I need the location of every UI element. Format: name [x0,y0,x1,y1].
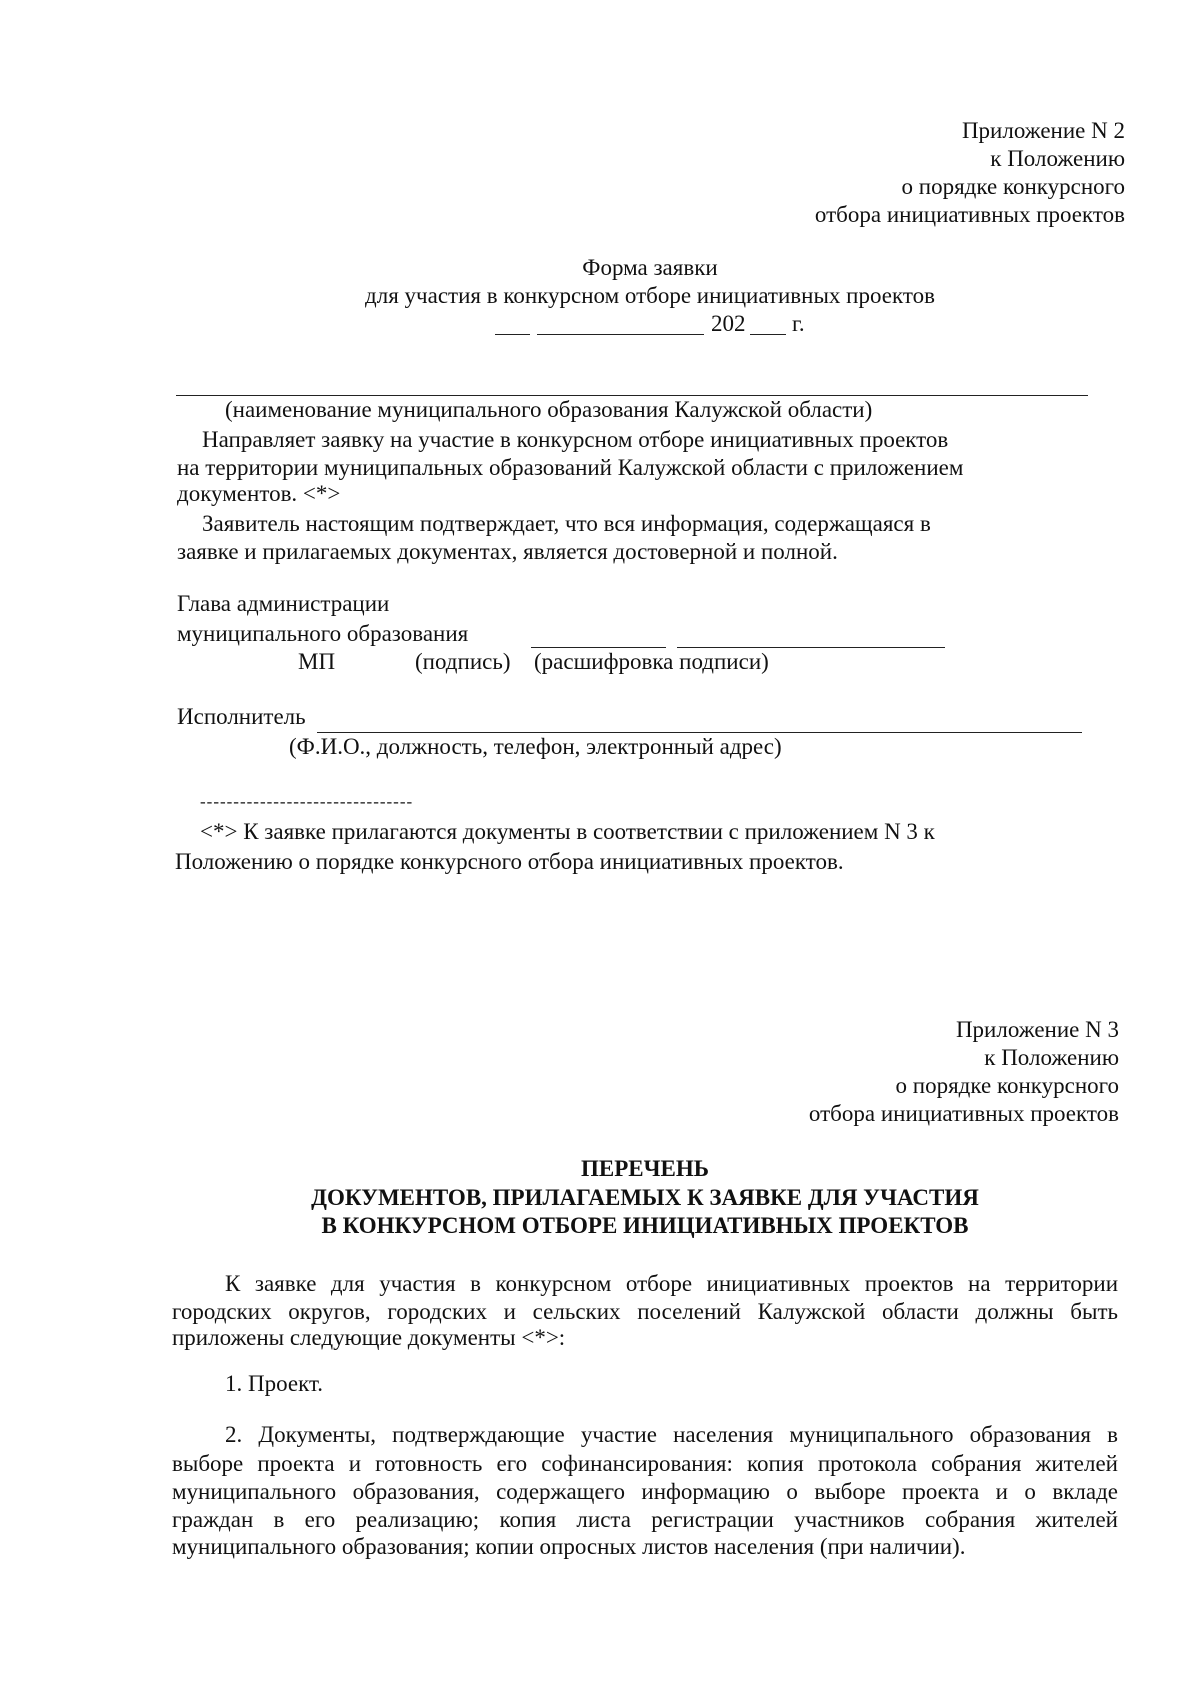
list-item-2-line: муниципального образования, содержащего информацию о выборе проекта и о вкладе [172,1479,1118,1504]
head-title-line: муниципального образования [177,621,469,646]
appendix3-line: к Положению [984,1045,1119,1070]
appendix3-line: отбора инициативных проектов [808,1101,1119,1126]
appendix2-line: отбора инициативных проектов [814,202,1125,227]
para2-line: Заявитель настоящим подтверждает, что вся информация, содержащаяся в [202,511,931,536]
intro-line: приложены следующие документы <*>: [172,1325,566,1350]
list-item-2-line: граждан в его реализацию; копия листа регистрации участников собрания жителей [172,1507,1118,1532]
appendix2-line: о порядке конкурсного [901,174,1125,199]
date-month-blank [537,334,704,335]
signature-caption: (подпись) [415,649,511,674]
date-day-blank [495,334,530,335]
footnote-line: Положению о порядке конкурсного отбора инициативных проектов. [175,849,844,874]
form-title: Форма заявки [582,255,718,280]
executor-caption: (Ф.И.О., должность, телефон, электронный адрес) [289,734,782,759]
footnote-separator: -------------------------------- [200,792,414,811]
list-heading: ПЕРЕЧЕНЬ [581,1156,709,1181]
footnote-line: <*> К заявке прилагаются документы в соответствии с приложением N 3 к [200,819,935,844]
list-item-1: 1. Проект. [225,1371,324,1396]
intro-line: городских округов, городских и сельских поселений Калужской области должны быть [172,1299,1118,1324]
stamp-label: МП [298,649,336,674]
form-subtitle: для участия в конкурсном отборе инициативных проектов [365,283,935,308]
municipality-caption: (наименование муниципального образования Калужской области) [225,397,873,422]
executor-label: Исполнитель [177,704,306,729]
para2-line: заявке и прилагаемых документах, является достоверной и полной. [177,539,838,564]
appendix2-line: к Положению [990,146,1125,171]
appendix2-line: Приложение N 2 [961,118,1125,143]
list-item-2-line: муниципального образования; копии опросных листов населения (при наличии). [172,1534,966,1559]
list-item-2-line: выборе проекта и готовность его софинансирования: копия протокола собрания жителей [172,1451,1118,1476]
list-item-2-line: 2. Документы, подтверждающие участие населения муниципального образования в [225,1422,1118,1447]
decoding-caption: (расшифровка подписи) [534,649,769,674]
appendix3-line: Приложение N 3 [955,1017,1119,1042]
appendix3-line: о порядке конкурсного [895,1073,1119,1098]
intro-line: К заявке для участия в конкурсном отборе инициативных проектов на территории [225,1271,1118,1296]
list-heading: ДОКУМЕНТОВ, ПРИЛАГАЕМЫХ К ЗАЯВКЕ ДЛЯ УЧАСТИЯ [311,1185,979,1210]
para1-line: Направляет заявку на участие в конкурсном отборе инициативных проектов [202,427,949,452]
para1-line: документов. <*> [177,481,341,506]
date-year-blank [750,334,786,335]
date-year-prefix: 202 [711,311,746,336]
list-heading: В КОНКУРСНОМ ОТБОРЕ ИНИЦИАТИВНЫХ ПРОЕКТОВ [321,1213,969,1238]
head-title-line: Глава администрации [177,591,390,616]
para1-line: на территории муниципальных образований Калужской области с приложением [177,455,964,480]
date-year-suffix: г. [792,311,805,336]
